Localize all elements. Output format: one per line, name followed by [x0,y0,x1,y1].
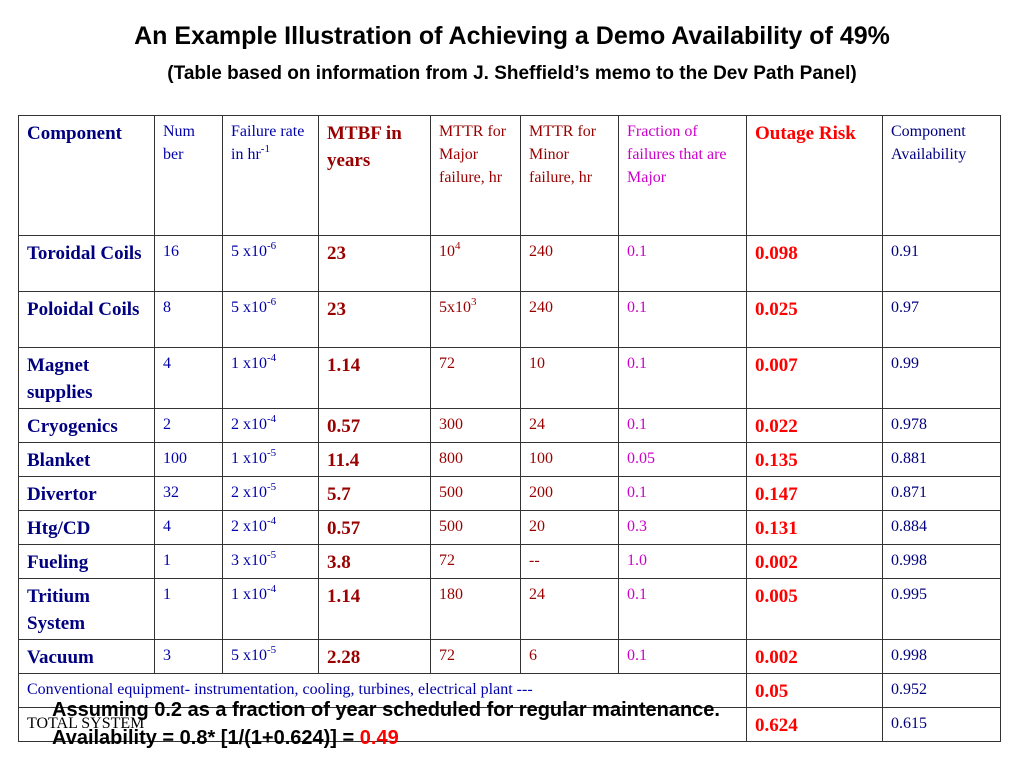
mttr-major-cell: 800 [431,443,521,477]
availability-result: 0.49 [359,727,399,749]
availability-table [18,115,1001,742]
mttr-minor-cell: 24 [521,579,619,640]
component-cell: Blanket [19,443,155,477]
mttr-minor-cell: -- [521,545,619,579]
header-availability: Component Availability [883,116,1001,236]
table-row [19,640,1001,674]
note-line-1: Assuming 0.2 as a fraction of year scheduled for regular maintenance. [52,699,720,721]
header-row [19,116,1001,236]
mtbf-cell: 3.8 [319,545,431,579]
fraction-cell: 0.1 [619,292,747,348]
mtbf-cell: 11.4 [319,443,431,477]
mtbf-cell: 1.14 [319,579,431,640]
table-row [19,348,1001,409]
mttr-major-cell: 500 [431,477,521,511]
failure-rate-cell: 1 $x10^{-5}$ [223,443,319,477]
component-cell: Tritium System [19,579,155,640]
component-cell: Vacuum [19,640,155,674]
availability-cell: 0.871 [883,477,1001,511]
availability-cell: 0.998 [883,545,1001,579]
header-mttr-minor: MTTR for Minor failure, hr [521,116,619,236]
fraction-cell: 0.1 [619,236,747,292]
total-risk: 0.624 [747,708,883,742]
mttr-major-cell: 72 [431,348,521,409]
mtbf-cell: 1.14 [319,348,431,409]
number-cell: 16 [155,236,223,292]
table-row [19,409,1001,443]
table-row [19,545,1001,579]
availability-cell: 0.881 [883,443,1001,477]
number-cell: 4 [155,348,223,409]
outage-risk-cell: 0.135 [747,443,883,477]
note-line-2: Availability = 0.8* [1/(1+0.624)] = 0.49 [52,727,399,749]
failure-rate-cell: 5 $x10^{-6}$ [223,236,319,292]
mtbf-cell: 0.57 [319,409,431,443]
header-failure-rate: Failure rate in $hr^{-1}$ [223,116,319,236]
number-cell: 3 [155,640,223,674]
mttr-major-cell: 72 [431,640,521,674]
component-cell: Divertor [19,477,155,511]
table-row [19,477,1001,511]
component-cell: Magnet supplies [19,348,155,409]
total-availability: 0.615 [883,708,1001,742]
mtbf-cell: 23 [319,292,431,348]
failure-rate-cell: 3 $x10^{-5}$ [223,545,319,579]
mttr-major-cell: $5x10^3$ [431,292,521,348]
component-cell: Fueling [19,545,155,579]
failure-rate-cell: 1 $x10^{-4}$ [223,579,319,640]
component-cell: Htg/CD [19,511,155,545]
number-cell: 8 [155,292,223,348]
component-cell: Poloidal Coils [19,292,155,348]
mttr-minor-cell: 6 [521,640,619,674]
failure-rate-cell: 1 $x10^{-4}$ [223,348,319,409]
mtbf-cell: 0.57 [319,511,431,545]
mttr-minor-cell: 240 [521,236,619,292]
number-cell: 1 [155,545,223,579]
number-cell: 32 [155,477,223,511]
total-label: TOTAL SYSTEM [19,708,747,742]
fraction-cell: 0.1 [619,579,747,640]
mttr-minor-cell: 240 [521,292,619,348]
mttr-major-cell: 500 [431,511,521,545]
mtbf-cell: 23 [319,236,431,292]
table-row [19,511,1001,545]
mttr-minor-cell: 200 [521,477,619,511]
number-cell: 2 [155,409,223,443]
header-mtbf: MTBF in years [319,116,431,236]
mttr-major-cell: 180 [431,579,521,640]
slide-subtitle: (Table based on information from J. Sheffield’s memo to the Dev Path Panel) [167,63,857,84]
availability-cell: 0.97 [883,292,1001,348]
header-fraction-major: Fraction of failures that are Major [619,116,747,236]
mttr-minor-cell: 10 [521,348,619,409]
outage-risk-cell: 0.131 [747,511,883,545]
header-outage-risk: Outage Risk [747,116,883,236]
mttr-major-cell: 300 [431,409,521,443]
failure-rate-cell: 5 $x10^{-5}$ [223,640,319,674]
outage-risk-cell: 0.005 [747,579,883,640]
mtbf-cell: 5.7 [319,477,431,511]
failure-rate-cell: 5 $x10^{-6}$ [223,292,319,348]
maintenance-note [52,696,720,752]
fraction-cell: 0.1 [619,640,747,674]
mttr-minor-cell: 100 [521,443,619,477]
fraction-cell: 0.1 [619,409,747,443]
header-component: Component [19,116,155,236]
availability-cell: 0.995 [883,579,1001,640]
outage-risk-cell: 0.002 [747,545,883,579]
fraction-cell: 0.1 [619,348,747,409]
conventional-risk: 0.05 [747,674,883,708]
component-cell: Toroidal Coils [19,236,155,292]
outage-risk-cell: 0.098 [747,236,883,292]
availability-cell: 0.998 [883,640,1001,674]
number-cell: 1 [155,579,223,640]
mttr-minor-cell: 20 [521,511,619,545]
fraction-cell: 1.0 [619,545,747,579]
slide-title: An Example Illustration of Achieving a Demo Availability of 49% [134,22,890,50]
fraction-cell: 0.1 [619,477,747,511]
table-row [19,579,1001,640]
conventional-availability: 0.952 [883,674,1001,708]
fraction-cell: 0.05 [619,443,747,477]
failure-rate-cell: 2 $x10^{-4}$ [223,409,319,443]
conventional-label: Conventional equipment- instrumentation, cooling, turbines, electrical plant --- [19,674,747,708]
number-cell: 100 [155,443,223,477]
table-row [19,443,1001,477]
table-row [19,236,1001,292]
table-row [19,292,1001,348]
availability-cell: 0.91 [883,236,1001,292]
outage-risk-cell: 0.007 [747,348,883,409]
outage-risk-cell: 0.025 [747,292,883,348]
outage-risk-cell: 0.002 [747,640,883,674]
outage-risk-cell: 0.147 [747,477,883,511]
number-cell: 4 [155,511,223,545]
component-cell: Cryogenics [19,409,155,443]
availability-cell: 0.99 [883,348,1001,409]
header-number: Num ber [155,116,223,236]
mttr-major-cell: $10^4$ [431,236,521,292]
outage-risk-cell: 0.022 [747,409,883,443]
failure-rate-cell: 2 $x10^{-5}$ [223,477,319,511]
header-mttr-major: MTTR for Major failure, hr [431,116,521,236]
mtbf-cell: 2.28 [319,640,431,674]
availability-cell: 0.884 [883,511,1001,545]
failure-rate-cell: 2 $x10^{-4}$ [223,511,319,545]
availability-cell: 0.978 [883,409,1001,443]
mttr-major-cell: 72 [431,545,521,579]
mttr-minor-cell: 24 [521,409,619,443]
fraction-cell: 0.3 [619,511,747,545]
